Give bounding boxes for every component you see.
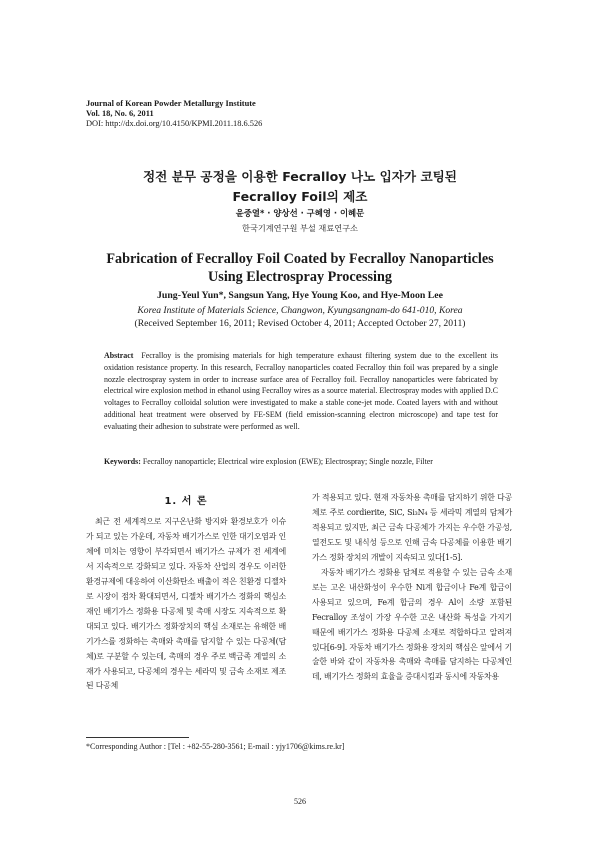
body-paragraph: 최근 전 세계적으로 지구온난화 방지와 환경보호가 이슈가 되고 있는 가운데, 자동차 배기가스로 인한 대기오염과 인체에 미치는 영향이 부각되면서 배기가스 규제가 전 세계에서 지속적으로 강화되고 있다. 자동차 산업의 경우도 이러한 환경규제에 대응하여 이산화탄소 배출이 적은 친환경 디젤차로 시장이 점차 확대되면서, 디젤차 배기가스 정화의 핵심소재인 배기가스 정화용 다공체 및 촉매 시장도 지속적으로 확대되고 있다. 배기가스 정화장치의 핵심 소재로는 유해한 배기가스를 정화하는 촉매와 촉매를 담지할 수 있는 다공체(담체)로 구분할 수 있는데, 촉매의 경우 주로 백금족 계열의 소재가 사용되고, 다공체의 경우는 세라믹 및 금속 소재로 제조된 다공체 (86, 517, 286, 691)
korean-title (60, 167, 540, 207)
journal-header (86, 99, 386, 130)
abstract-text: Fecralloy is the promising materials for high temperature exhaust filtering system due to the excellent its oxidation resistance property. In this research, Fecralloy nanoparticles coated Fecralloy thin foil was prepared by a single nozzle electrospray system in order to increase surface area of Fecralloy foil. Fecralloy nanoparticles were fabricated by electrical wire explosion method in ethanol using Fecralloy wires as a source material. Electrospray modes with applied D.C voltages to Fecralloy colloidal solution were investigated to make a stable cone-jet mode. Coated layers with and without additional heat treatment were observed by FE-SEM (field emission-scanning electron microscope) and tape test for evaluating their adhesion to substrate were performed as well. (104, 351, 498, 431)
body-column-right (312, 491, 512, 685)
keywords-text: Fecralloy nanoparticle; Electrical wire explosion (EWE); Electrospray; Single nozzle, Filter (142, 457, 433, 466)
korean-title-line-2: Fecralloy Foil의 제조 (232, 189, 368, 204)
keywords (104, 457, 498, 466)
korean-authors: 윤중열* · 양상선 · 구혜영 · 이혜문 (235, 208, 365, 218)
abstract-label: Abstract (104, 351, 134, 360)
section-heading: 1. 서 론 (164, 496, 208, 507)
keywords-label: Keywords: (104, 457, 141, 466)
body-column-left (86, 515, 286, 694)
english-title (60, 250, 540, 286)
abstract (104, 350, 498, 433)
journal-doi: DOI: http://dx.doi.org/10.4150/KPMI.2011.18.6.526 (86, 119, 263, 129)
corresponding-author-footnote: *Corresponding Author : [Tel : +82-55-280-3561; E-mail : yjy1706@kims.re.kr] (86, 742, 345, 751)
journal-volume: Vol. 18, No. 6, 2011 (86, 109, 154, 119)
english-title-line-2: Using Electrospray Processing (208, 269, 392, 285)
body-paragraph: 자동차 배기가스 정화용 담체로 적용할 수 있는 금속 소재로는 고온 내산화성이 우수한 Ni계 합금이나 Fe계 합금이 사용되고 있으며, Fe계 합금의 경우 Al이 소량 포함된 Fecralloy 조성이 가장 우수한 고온 내산화 특성을 가지기 때문에 배기가스 정화용 다공체 소재로 적합하다고 알려져 있다[6-9]. 자동차 배기가스 정화용 장치의 핵심은 앞에서 기술한 바와 같이 자동차용 촉매와 촉매를 담지하는 다공체인데, 배기가스 정화의 효율을 증대시킴과 동시에 자동차용 (312, 567, 512, 682)
english-affiliation: Korea Institute of Materials Science, Changwon, Kyungsangnam-do 641-010, Korea (137, 305, 463, 316)
korean-affiliation: 한국기계연구원 부설 재료연구소 (242, 223, 358, 233)
received-dates: (Received September 16, 2011; Revised October 4, 2011; Accepted October 27, 2011) (134, 318, 466, 329)
english-title-line-1: Fabrication of Fecralloy Foil Coated by Fecralloy Nanoparticles (106, 251, 494, 267)
footnote-divider (86, 737, 189, 738)
body-paragraph-continued: 가 적용되고 있다. 현재 자동차용 촉매를 담지하기 위한 다공체로 주로 cordierite, SiC, Si₃N₄ 등 세라믹 계열의 담체가 적용되고 있지만, 최근 금속 다공체가 가지는 우수한 가공성, 열전도도 및 내식성 등으로 인해 금속 다공체를 이용한 배기가스 정화 장치의 개발이 지속되고 있다[1-5]. (312, 493, 512, 562)
journal-name: Journal of Korean Powder Metallurgy Institute (86, 99, 256, 108)
korean-title-line-1: 정전 분무 공정을 이용한 Fecralloy 나노 입자가 코팅된 (143, 169, 457, 184)
page-number: 526 (294, 797, 306, 806)
english-authors: Jung-Yeul Yun*, Sangsun Yang, Hye Young Koo, and Hye-Moon Lee (157, 290, 443, 301)
